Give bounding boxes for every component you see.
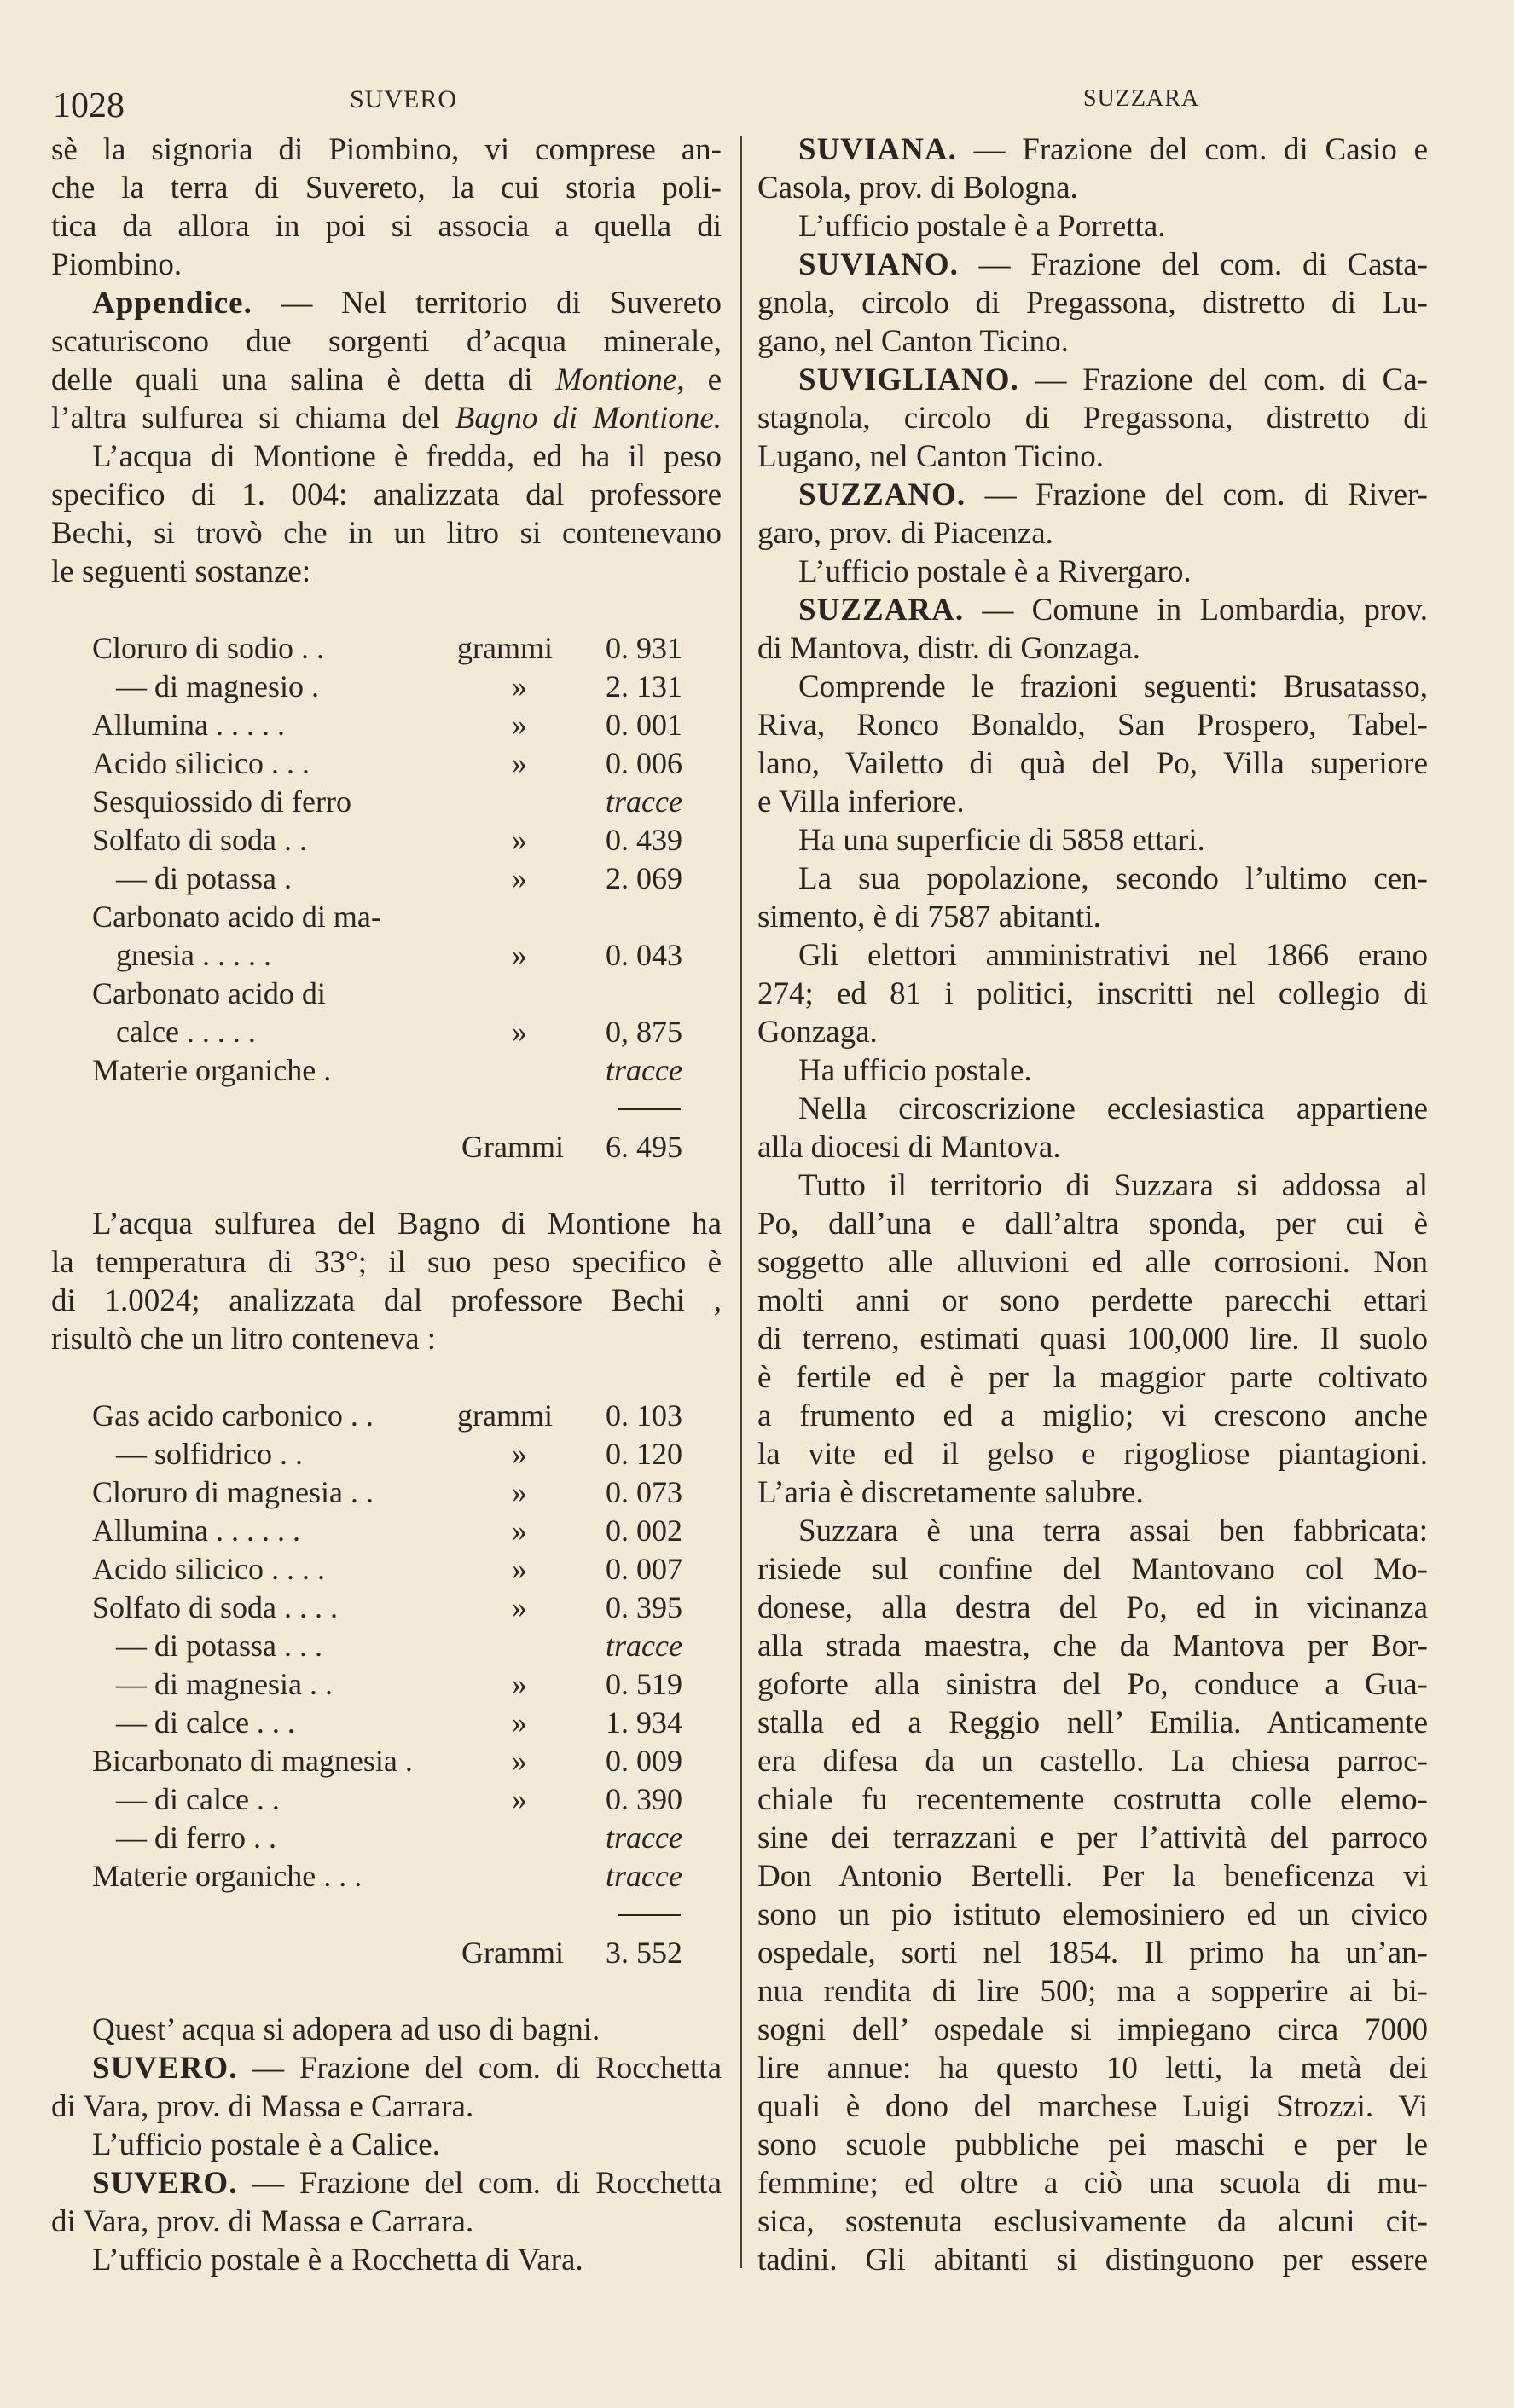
text-line: Don Antonio Bertelli. Per la beneficenza vi bbox=[757, 1859, 1428, 1894]
text-line: chiale fu recentemente costrutta colle elemo- bbox=[757, 1782, 1428, 1817]
amount: 0. 103 bbox=[606, 1398, 682, 1433]
substance-name: Allumina . . . . . . bbox=[92, 1514, 300, 1548]
text-line: la vite ed il gelso e rigogliose piantagioni. bbox=[757, 1437, 1428, 1472]
text-line: Bechi, si trovò che in un litro si contenevano bbox=[51, 516, 722, 551]
text-segment: delle quali una salina è detta di bbox=[51, 362, 556, 397]
text-line: Lugano, nel Canton Ticino. bbox=[757, 439, 1104, 474]
unit: » bbox=[512, 746, 527, 780]
text-line: alla diocesi di Mantova. bbox=[757, 1130, 1061, 1165]
unit: grammi bbox=[457, 1398, 553, 1433]
substance-name: Materie organiche . bbox=[92, 1053, 332, 1087]
text-line: stalla ed a Reggio nell’ Emilia. Anticamente bbox=[757, 1705, 1428, 1740]
text-line: L’ufficio postale è a Calice. bbox=[92, 2127, 440, 2162]
text-line: a frumento ed a miglio; vi crescono anche bbox=[757, 1398, 1428, 1433]
text-line: Riva, Ronco Bonaldo, San Prospero, Tabel- bbox=[757, 708, 1428, 743]
substance-name: — di ferro . . bbox=[116, 1820, 276, 1855]
text-line: di Vara, prov. di Massa e Carrara. bbox=[51, 2089, 474, 2124]
amount: 0. 390 bbox=[606, 1782, 682, 1816]
text-segment: — Nel territorio di Suvereto bbox=[252, 286, 722, 321]
table-row bbox=[51, 706, 722, 744]
amount: 0. 519 bbox=[606, 1667, 682, 1701]
unit: » bbox=[512, 1552, 527, 1586]
text-line bbox=[757, 361, 1428, 399]
amount: tracce bbox=[606, 1820, 682, 1855]
table-row bbox=[51, 1665, 722, 1704]
table-row bbox=[51, 1742, 722, 1780]
running-head-right: SUZZARA bbox=[1083, 85, 1200, 112]
blank-line bbox=[51, 1972, 722, 2011]
table-row bbox=[51, 1589, 722, 1627]
entry-heading: SUVERO. bbox=[92, 2051, 238, 2086]
text-line: L’ufficio postale è a Rocchetta di Vara. bbox=[92, 2243, 583, 2278]
amount: 0. 007 bbox=[606, 1552, 682, 1586]
text-line: Nella circoscrizione ecclesiastica appartiene bbox=[798, 1091, 1428, 1126]
total-divider bbox=[618, 1914, 681, 1916]
text-line: L’ufficio postale è a Porretta. bbox=[798, 209, 1166, 244]
unit: » bbox=[512, 861, 527, 895]
text-line: femmine; ed oltre a ciò una scuola di mu- bbox=[757, 2166, 1428, 2201]
substance-name: — di calce . . . bbox=[116, 1705, 295, 1739]
table-row bbox=[51, 1627, 722, 1665]
text-line: di Mantova, distr. di Gonzaga. bbox=[757, 631, 1141, 666]
amount: tracce bbox=[606, 1859, 682, 1893]
text-line: ospedale, sorti nel 1854. Il primo ha un’an- bbox=[757, 1936, 1428, 1971]
substance-name: gnesia . . . . . bbox=[116, 938, 271, 972]
sum-rule bbox=[51, 1896, 722, 1934]
table-row bbox=[51, 860, 722, 898]
text-line: Gonzaga. bbox=[757, 1015, 878, 1050]
blank-line bbox=[51, 1166, 722, 1205]
substance-name: Cloruro di magnesia . . bbox=[92, 1475, 374, 1509]
substance-name: Solfato di soda . . bbox=[92, 823, 307, 857]
amount: 0. 073 bbox=[606, 1475, 682, 1509]
text-line: sono un pio istituto elemosiniero ed un civico bbox=[757, 1897, 1428, 1932]
table-row bbox=[51, 1473, 722, 1512]
entry-heading: SUZZANO. bbox=[798, 478, 966, 512]
substance-name: — di magnesio . bbox=[116, 669, 319, 703]
text-line: garo, prov. di Piacenza. bbox=[757, 516, 1053, 551]
text-line: L’acqua sulfurea del Bagno di Montione ha bbox=[92, 1207, 722, 1242]
text-line bbox=[757, 130, 1428, 169]
table-row bbox=[51, 1397, 722, 1435]
table-row bbox=[51, 821, 722, 860]
text-line: goforte alla sinistra del Po, conduce a Gua- bbox=[757, 1667, 1428, 1702]
table-row bbox=[51, 975, 722, 1013]
text-line bbox=[757, 476, 1428, 514]
sum-rule bbox=[51, 1090, 722, 1128]
entry-heading: SUZZARA. bbox=[798, 593, 965, 628]
amount: 0, 875 bbox=[606, 1015, 682, 1049]
substance-name: calce . . . . . bbox=[116, 1015, 256, 1049]
text-segment: — Frazione del com. di Ca- bbox=[1018, 362, 1428, 397]
text-line: Po, dall’una e dall’altra sponda, per cui è bbox=[757, 1207, 1428, 1242]
unit: » bbox=[512, 1667, 527, 1701]
text-line: tica da allora in poi si associa a quella di bbox=[51, 209, 722, 244]
text-line: Gli elettori amministrativi nel 1866 erano bbox=[798, 938, 1428, 973]
page-number: 1028 bbox=[53, 86, 125, 125]
substance-name: — di calce . . bbox=[116, 1782, 280, 1816]
substance-name: Bicarbonato di magnesia . bbox=[92, 1744, 413, 1778]
entry-heading: SUVIANA. bbox=[798, 132, 957, 167]
unit: » bbox=[512, 1590, 527, 1624]
text-line: sica, sostenuta esclusivamente da alcuni cit- bbox=[757, 2204, 1428, 2239]
amount: 0. 043 bbox=[606, 938, 682, 972]
text-segment: — Frazione del com. di Casio e bbox=[956, 132, 1428, 167]
text-line: gnola, circolo di Pregassona, distretto di Lu- bbox=[757, 286, 1428, 321]
substance-name: — solfidrico . . bbox=[116, 1437, 303, 1471]
unit: » bbox=[512, 708, 527, 742]
text-line bbox=[757, 591, 1428, 629]
entry-heading: SUVERO. bbox=[92, 2166, 238, 2201]
amount: tracce bbox=[606, 1629, 682, 1663]
italic-text: Montione bbox=[555, 362, 677, 397]
entry-heading: SUVIGLIANO. bbox=[798, 362, 1019, 397]
amount: 2. 069 bbox=[606, 861, 682, 895]
text-line: Quest’ acqua si adopera ad uso di bagni. bbox=[92, 2012, 600, 2047]
table-row bbox=[51, 783, 722, 821]
amount: 0. 931 bbox=[606, 631, 682, 665]
substance-name: Cloruro di sodio . . bbox=[92, 631, 325, 665]
text-line: alla strada maestra, che da Mantova per Bor- bbox=[757, 1629, 1428, 1664]
text-line: di 1.0024; analizzata dal professore Bechi , bbox=[51, 1283, 722, 1318]
text-line: molti anni or sono perdette parecchi ettari bbox=[757, 1283, 1428, 1318]
text-segment: , e bbox=[676, 362, 722, 397]
total-divider bbox=[618, 1108, 681, 1110]
text-line bbox=[51, 361, 722, 399]
unit: » bbox=[512, 823, 527, 857]
substance-name: Allumina . . . . . bbox=[92, 708, 285, 742]
table-row bbox=[51, 668, 722, 706]
substance-name: — di potassa . bbox=[116, 861, 292, 895]
text-line: le seguenti sostanze: bbox=[51, 554, 311, 589]
text-line: Ha una superficie di 5858 ettari. bbox=[798, 823, 1205, 858]
table-row bbox=[51, 936, 722, 975]
text-line: Tutto il territorio di Suzzara si addossa al bbox=[798, 1168, 1428, 1203]
amount: 0. 006 bbox=[606, 746, 682, 780]
text-line: risultò che un litro conteneva : bbox=[51, 1322, 437, 1357]
text-line: era difesa da un castello. La chiesa parroc- bbox=[757, 1744, 1428, 1779]
text-line: Piombino. bbox=[51, 247, 183, 282]
text-line bbox=[51, 2049, 722, 2087]
amount: 0. 001 bbox=[606, 708, 682, 742]
text-line: 274; ed 81 i politici, inscritti nel collegio di bbox=[757, 976, 1428, 1011]
total-value: 3. 552 bbox=[606, 1936, 682, 1970]
text-line: L’ufficio postale è a Rivergaro. bbox=[798, 554, 1192, 589]
blank-line bbox=[51, 591, 722, 629]
table-row bbox=[51, 1550, 722, 1589]
substance-name: — di magnesia . . bbox=[116, 1667, 333, 1701]
text-line: che la terra di Suvereto, la cui storia poli- bbox=[51, 171, 722, 205]
text-line: specifico di 1. 004: analizzata dal professore bbox=[51, 478, 722, 512]
text-segment: — Frazione del com. di River- bbox=[966, 478, 1428, 512]
text-line: stagnola, circolo di Pregassona, distretto di bbox=[757, 401, 1428, 436]
table-row bbox=[51, 1512, 722, 1550]
entry-heading: SUVIANO. bbox=[798, 247, 959, 282]
text-line: sine dei terrazzani e per l’attività del parroco bbox=[757, 1820, 1428, 1855]
table-row bbox=[51, 1051, 722, 1090]
unit: » bbox=[512, 1475, 527, 1509]
table-row bbox=[51, 1857, 722, 1896]
unit: » bbox=[512, 1705, 527, 1739]
left-column bbox=[51, 130, 722, 2279]
text-line: risiede sul confine del Mantovano col Mo- bbox=[757, 1552, 1428, 1587]
total-row bbox=[51, 1934, 722, 1972]
amount: 0. 439 bbox=[606, 823, 682, 857]
text-line: La sua popolazione, secondo l’ultimo cen- bbox=[798, 861, 1428, 896]
text-segment: — Frazione del com. di Rocchetta bbox=[237, 2051, 722, 2086]
running-head-left: SUVERO bbox=[350, 85, 458, 113]
right-column bbox=[757, 130, 1428, 2279]
unit: » bbox=[512, 1744, 527, 1778]
text-line: L’aria è discretamente salubre. bbox=[757, 1475, 1144, 1510]
text-line: sogni dell’ ospedale si impiegano circa 7000 bbox=[757, 2012, 1428, 2047]
text-line bbox=[51, 399, 722, 437]
text-line: scaturiscono due sorgenti d’acqua minerale, bbox=[51, 324, 722, 359]
text-line: gano, nel Canton Ticino. bbox=[757, 324, 1069, 359]
table-row bbox=[51, 898, 722, 936]
text-line: di terreno, estimati quasi 100,000 lire. Il suolo bbox=[757, 1322, 1428, 1357]
unit: » bbox=[512, 1514, 527, 1548]
amount: 0. 002 bbox=[606, 1514, 682, 1548]
text-segment: l’altra sulfurea si chiama del bbox=[51, 401, 455, 436]
amount: 2. 131 bbox=[606, 669, 682, 703]
text-line: L’acqua di Montione è fredda, ed ha il peso bbox=[92, 439, 722, 474]
text-line: soggetto alle alluvioni ed alle corrosioni. Non bbox=[757, 1245, 1428, 1280]
substance-name: Solfato di soda . . . . bbox=[92, 1590, 338, 1624]
text-line: quali è dono del marchese Luigi Strozzi. Vi bbox=[757, 2089, 1428, 2124]
substance-name: Acido silicico . . . bbox=[92, 746, 310, 780]
substance-name: Gas acido carbonico . . bbox=[92, 1398, 374, 1433]
table-row bbox=[51, 1704, 722, 1742]
text-line: donese, alla destra del Po, ed in vicinanza bbox=[757, 1590, 1428, 1625]
text-line: lano, Vailetto di quà del Po, Villa superiore bbox=[757, 746, 1428, 781]
text-line: nua rendita di lire 500; ma a sopperire ai bi- bbox=[757, 1974, 1428, 2009]
total-label: Grammi bbox=[461, 1936, 564, 1970]
unit: » bbox=[512, 938, 527, 972]
table-row bbox=[51, 1435, 722, 1473]
text-line: Ha ufficio postale. bbox=[798, 1053, 1032, 1088]
substance-name: Materie organiche . . . bbox=[92, 1859, 363, 1893]
text-line bbox=[757, 246, 1428, 284]
total-label: Grammi bbox=[461, 1130, 564, 1164]
amount: 0. 395 bbox=[606, 1590, 682, 1624]
text-line: Comprende le frazioni seguenti: Brusatasso, bbox=[798, 669, 1428, 704]
text-segment: — Frazione del com. di Casta- bbox=[958, 247, 1428, 282]
unit: grammi bbox=[457, 631, 553, 665]
text-segment: — Comune in Lombardia, prov. bbox=[964, 593, 1428, 628]
amount: tracce bbox=[606, 784, 682, 819]
amount: 1. 934 bbox=[606, 1705, 682, 1739]
substance-name: — di potassa . . . bbox=[116, 1629, 322, 1663]
column-divider bbox=[740, 136, 742, 2268]
unit: » bbox=[512, 669, 527, 703]
table-row bbox=[51, 1780, 722, 1819]
unit: » bbox=[512, 1015, 527, 1049]
substance-name: Sesquiossido di ferro bbox=[92, 784, 351, 819]
table-row bbox=[51, 629, 722, 668]
table-row bbox=[51, 1013, 722, 1051]
text-line bbox=[51, 2164, 722, 2203]
substance-name: Carbonato acido di bbox=[92, 976, 326, 1010]
text-line: di Vara, prov. di Massa e Carrara. bbox=[51, 2204, 474, 2239]
text-line: simento, è di 7587 abitanti. bbox=[757, 900, 1101, 935]
total-row bbox=[51, 1128, 722, 1166]
text-line: sè la signoria di Piombino, vi comprese an- bbox=[51, 132, 722, 167]
text-line: e Villa inferiore. bbox=[757, 784, 965, 819]
unit: » bbox=[512, 1437, 527, 1471]
total-value: 6. 495 bbox=[606, 1130, 682, 1164]
text-line: Suzzara è una terra assai ben fabbricata: bbox=[798, 1514, 1428, 1548]
table-row bbox=[51, 744, 722, 783]
amount: 0. 120 bbox=[606, 1437, 682, 1471]
text-line: è fertile ed è per la maggior parte coltivato bbox=[757, 1360, 1428, 1395]
text-line bbox=[51, 284, 722, 322]
italic-text: Bagno di Montione. bbox=[455, 401, 722, 436]
table-row bbox=[51, 1819, 722, 1857]
text-line: sono scuole pubbliche pei maschi e per le bbox=[757, 2127, 1428, 2162]
text-line: la temperatura di 33°; il suo peso specifico è bbox=[51, 1245, 722, 1280]
unit: » bbox=[512, 1782, 527, 1816]
text-segment: — Frazione del com. di Rocchetta bbox=[237, 2166, 722, 2201]
text-line: tadini. Gli abitanti si distinguono per essere bbox=[757, 2243, 1428, 2278]
amount: tracce bbox=[606, 1053, 682, 1087]
text-line: lire annue: ha questo 10 letti, la metà dei bbox=[757, 2051, 1428, 2086]
blank-line bbox=[51, 1358, 722, 1397]
substance-name: Acido silicico . . . . bbox=[92, 1552, 325, 1586]
text-line: Casola, prov. di Bologna. bbox=[757, 171, 1078, 205]
amount: 0. 009 bbox=[606, 1744, 682, 1778]
substance-name: Carbonato acido di ma- bbox=[92, 900, 381, 934]
entry-heading: Appendice. bbox=[92, 286, 252, 321]
